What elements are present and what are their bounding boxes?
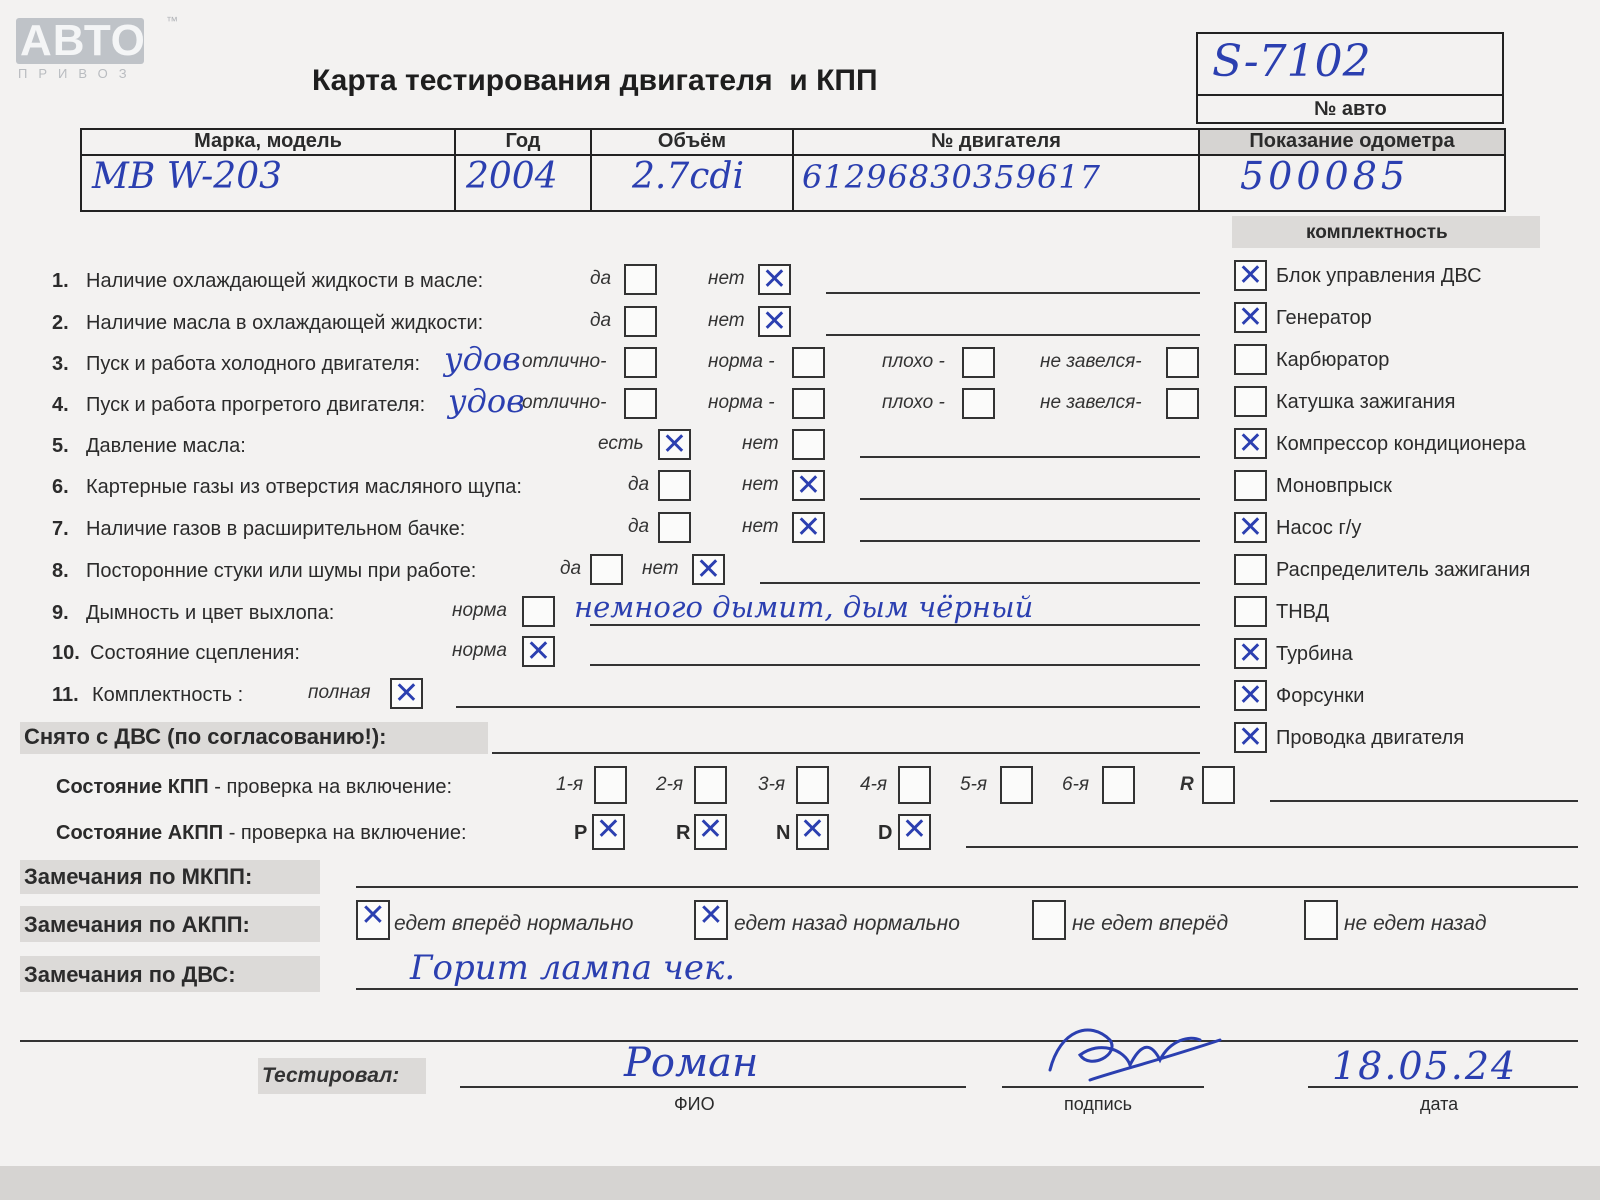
akpp-checkbox-d[interactable] — [898, 814, 931, 850]
header-odometer: Показание одометра — [1249, 130, 1455, 152]
item-number: 3. — [52, 353, 69, 375]
name-line — [460, 1086, 966, 1088]
logo-tm: ™ — [166, 14, 178, 28]
checkbox-item7-yes[interactable] — [658, 512, 691, 543]
item9-handwritten-note: немного дымит, дым чёрный — [574, 590, 1034, 624]
checkbox-item4-normal[interactable] — [792, 388, 825, 419]
equipment-label: Форсунки — [1276, 685, 1365, 707]
option-label: нет — [708, 310, 745, 331]
item8-notes-line — [760, 582, 1200, 584]
option-label: отлично- — [522, 392, 607, 413]
checkbox-item9-normal[interactable] — [522, 596, 555, 627]
gear-label: 4-я — [860, 774, 888, 795]
vehicle-table — [80, 128, 1506, 212]
remarks-dvs-handwritten-note: Горит лампа чек. — [410, 948, 736, 988]
kpp-label-rest: - проверка на включение: — [208, 776, 453, 798]
item-label: Состояние сцепления: — [90, 642, 300, 664]
akpp-label-rest: - проверка на включение: — [223, 822, 467, 844]
equipment-checkbox-engine-wiring[interactable] — [1234, 722, 1267, 753]
equipment-checkbox-injectors[interactable] — [1234, 680, 1267, 711]
option-label: отлично- — [522, 351, 607, 372]
item-label: Пуск и работа холодного двигателя: — [86, 353, 421, 375]
check-mark: ✕ — [698, 898, 724, 933]
akpp-checkbox-p[interactable] — [592, 814, 625, 850]
akpp-label-bold: Состояние АКПП — [56, 822, 224, 844]
check-mark: ✕ — [525, 634, 552, 669]
checkbox-item5-present[interactable] — [658, 429, 691, 460]
checkbox-item8-no[interactable] — [692, 554, 725, 585]
equipment-title: комплектность — [1306, 222, 1448, 243]
akpp-checkbox-r[interactable] — [694, 814, 727, 850]
check-mark: ✕ — [799, 812, 826, 847]
akpp-remark-checkbox-no-backward[interactable] — [1304, 900, 1338, 940]
logo-subtext: ПРИВОЗ — [18, 66, 138, 81]
item3-handwritten-note: удов — [444, 340, 521, 378]
equipment-label: Катушка зажигания — [1276, 391, 1456, 413]
gear-checkbox-5[interactable] — [1000, 766, 1033, 804]
checkbox-item2-no[interactable] — [758, 306, 791, 337]
name-caption: ФИО — [674, 1094, 715, 1114]
checkbox-item11-full[interactable] — [390, 678, 423, 709]
checkbox-item10-normal[interactable] — [522, 636, 555, 667]
check-mark: ✕ — [1237, 300, 1264, 335]
item-label: Посторонние стуки или шумы при работе: — [86, 560, 477, 582]
item-label: Дымность и цвет выхлопа: — [86, 602, 335, 624]
item9-notes-line — [590, 624, 1200, 626]
item-label: Давление масла: — [86, 435, 246, 457]
checkbox-item5-absent[interactable] — [792, 429, 825, 460]
equipment-checkbox-ignition-coil[interactable] — [1234, 386, 1267, 417]
akpp-remark-checkbox-backward-ok[interactable] — [694, 900, 728, 940]
equipment-checkbox-injection-pump[interactable] — [1234, 596, 1267, 627]
check-mark: ✕ — [1237, 426, 1264, 461]
checkbox-item8-yes[interactable] — [590, 554, 623, 585]
item6-notes-line — [860, 498, 1200, 500]
checkbox-item6-yes[interactable] — [658, 470, 691, 501]
item-number: 1. — [52, 270, 69, 292]
gear-label: 6-я — [1062, 774, 1090, 795]
akpp-gear-label: R — [676, 822, 691, 844]
check-mark: ✕ — [761, 262, 788, 297]
signature-line — [1002, 1086, 1204, 1088]
akpp-gear-label: P — [574, 822, 588, 844]
col-model — [82, 130, 454, 210]
auto-number-label: № авто — [1314, 98, 1387, 120]
item-label: Пуск и работа прогретого двигателя: — [86, 394, 426, 416]
item-number: 10. — [52, 642, 80, 664]
option-label: да — [590, 268, 612, 289]
gear-label: 2-я — [656, 774, 684, 795]
check-mark: ✕ — [901, 812, 928, 847]
checkbox-item4-excellent[interactable] — [624, 388, 657, 419]
check-mark: ✕ — [1237, 720, 1264, 755]
checkbox-item3-bad[interactable] — [962, 347, 995, 378]
test-date: 18.05.24 — [1332, 1044, 1518, 1088]
akpp-remark-label: едет назад нормально — [734, 912, 960, 935]
check-mark: ✕ — [795, 510, 822, 545]
gear-checkbox-2[interactable] — [694, 766, 727, 804]
option-label: нет — [742, 433, 779, 454]
item2-notes-line — [826, 334, 1200, 336]
equipment-label: Распределитель зажигания — [1276, 559, 1531, 581]
check-mark: ✕ — [697, 812, 724, 847]
equipment-label: Генератор — [1276, 307, 1372, 329]
checkbox-item3-normal[interactable] — [792, 347, 825, 378]
remarks-dvs-label: Замечания по ДВС: — [24, 962, 236, 987]
option-label: плохо - — [882, 392, 945, 413]
item-number: 6. — [52, 476, 69, 498]
option-label: да — [560, 558, 582, 579]
removed-label: Снято с ДВС (по согласованию!): — [24, 724, 387, 749]
value-engine-number: 61296830359617 — [802, 158, 1102, 196]
value-model: MB W-203 — [92, 156, 283, 197]
equipment-label: Турбина — [1276, 643, 1353, 665]
item11-notes-line — [456, 706, 1200, 708]
item-number: 2. — [52, 312, 69, 334]
gear-checkbox-r[interactable] — [1202, 766, 1235, 804]
item10-notes-line — [590, 664, 1200, 666]
header-model: Марка, модель — [194, 130, 342, 152]
checkbox-item4-no-start[interactable] — [1166, 388, 1199, 419]
gear-checkbox-1[interactable] — [594, 766, 627, 804]
akpp-label — [56, 822, 467, 845]
header-year: Год — [505, 130, 541, 152]
option-label: нет — [742, 516, 779, 537]
option-label: норма — [452, 640, 507, 661]
equipment-label: ТНВД — [1276, 601, 1330, 623]
option-label: нет — [708, 268, 745, 289]
equipment-checkbox-carburetor[interactable] — [1234, 344, 1267, 375]
option-label: есть — [598, 433, 644, 454]
value-odometer: 500085 — [1240, 154, 1410, 198]
akpp-remark-label: едет вперёд нормально — [394, 912, 634, 935]
col-odometer — [1198, 130, 1504, 210]
gear-label: 5-я — [960, 774, 988, 795]
gear-label: 3-я — [758, 774, 786, 795]
gear-label: 1-я — [556, 774, 584, 795]
checkbox-item4-bad[interactable] — [962, 388, 995, 419]
equipment-label: Компрессор кондиционера — [1276, 433, 1526, 455]
option-label: норма - — [708, 392, 775, 413]
akpp-gear-label: N — [776, 822, 791, 844]
item-number: 8. — [52, 560, 69, 582]
item-number: 9. — [52, 602, 69, 624]
option-label: норма — [452, 600, 507, 621]
equipment-checkbox-distributor[interactable] — [1234, 554, 1267, 585]
gear-checkbox-4[interactable] — [898, 766, 931, 804]
check-mark: ✕ — [393, 676, 420, 711]
equipment-label: Блок управления ДВС — [1276, 265, 1482, 287]
check-mark: ✕ — [695, 552, 722, 587]
auto-number-divider — [1198, 94, 1502, 96]
equipment-label: Карбюратор — [1276, 349, 1390, 371]
item5-notes-line — [860, 456, 1200, 458]
checkbox-item1-no[interactable] — [758, 264, 791, 295]
tester-name: Роман — [624, 1040, 759, 1086]
remarks-akpp-label: Замечания по АКПП: — [24, 912, 250, 937]
signature-caption: подпись — [1064, 1094, 1133, 1114]
checkbox-item3-no-start[interactable] — [1166, 347, 1199, 378]
akpp-gear-label: D — [878, 822, 893, 844]
kpp-line — [1270, 800, 1578, 802]
check-mark: ✕ — [1237, 258, 1264, 293]
option-label: не завелся- — [1040, 351, 1142, 372]
check-mark: ✕ — [761, 304, 788, 339]
equipment-checkbox-ecu[interactable] — [1234, 260, 1267, 291]
item1-notes-line — [826, 292, 1200, 294]
logo-text: АВТО — [20, 16, 146, 65]
signature-stroke — [1050, 1030, 1220, 1080]
equipment-label: Моновпрыск — [1276, 475, 1392, 497]
remarks-dvs-line — [356, 988, 1578, 990]
col-engine-number — [792, 130, 1198, 210]
item-label: Наличие газов в расширительном бачке: — [86, 518, 466, 540]
check-mark: ✕ — [1237, 510, 1264, 545]
item-label: Комплектность : — [92, 684, 244, 706]
check-mark: ✕ — [595, 812, 622, 847]
item7-notes-line — [860, 540, 1200, 542]
auto-number-value: S-7102 — [1212, 36, 1371, 87]
checkbox-item1-yes[interactable] — [624, 264, 657, 295]
checkbox-item7-no[interactable] — [792, 512, 825, 543]
col-volume — [590, 130, 792, 210]
signature-drawing — [1030, 1010, 1230, 1090]
akpp-checkbox-n[interactable] — [796, 814, 829, 850]
option-label: полная — [308, 682, 371, 703]
checkbox-item2-yes[interactable] — [624, 306, 657, 337]
equipment-label: Насос г/у — [1276, 517, 1362, 539]
date-line — [1308, 1086, 1578, 1088]
check-mark: ✕ — [360, 898, 386, 933]
page-title: Карта тестирования двигателя и КПП — [312, 64, 878, 97]
remarks-extra-line — [20, 1040, 1578, 1042]
option-label: норма - — [708, 351, 775, 372]
item-number: 7. — [52, 518, 69, 540]
akpp-remark-label: не едет вперёд — [1072, 912, 1229, 935]
removed-line — [492, 752, 1200, 754]
equipment-checkbox-generator[interactable] — [1234, 302, 1267, 333]
gear-checkbox-6[interactable] — [1102, 766, 1135, 804]
option-label: плохо - — [882, 351, 945, 372]
check-mark: ✕ — [1237, 678, 1264, 713]
akpp-remark-checkbox-forward-ok[interactable] — [356, 900, 390, 940]
check-mark: ✕ — [795, 468, 822, 503]
value-year: 2004 — [466, 156, 558, 197]
akpp-line — [966, 846, 1578, 848]
item-label: Наличие масла в охлаждающей жидкости: — [86, 312, 484, 334]
check-mark: ✕ — [661, 427, 688, 462]
tested-label: Тестировал: — [262, 1064, 400, 1087]
option-label: нет — [642, 558, 679, 579]
value-volume: 2.7cdi — [632, 156, 744, 197]
gear-label: R — [1180, 774, 1194, 795]
kpp-label-bold: Состояние КПП — [56, 776, 209, 798]
akpp-remark-checkbox-no-forward[interactable] — [1032, 900, 1066, 940]
gear-checkbox-3[interactable] — [796, 766, 829, 804]
equipment-checkbox-power-steering-pump[interactable] — [1234, 512, 1267, 543]
option-label: да — [628, 474, 650, 495]
item-number: 11. — [52, 684, 79, 706]
item-number: 5. — [52, 435, 69, 457]
item-label: Картерные газы из отверстия масляного щупа: — [86, 476, 522, 498]
remarks-mkpp-line — [356, 886, 1578, 888]
auto-number-box — [1196, 32, 1504, 124]
header-volume: Объём — [657, 130, 727, 152]
equipment-checkbox-turbine[interactable] — [1234, 638, 1267, 669]
header-engine-number: № двигателя — [931, 130, 1061, 152]
logo — [16, 14, 178, 81]
item-number: 4. — [52, 394, 69, 416]
option-label: да — [628, 516, 650, 537]
option-label: не завелся- — [1040, 392, 1142, 413]
option-label: нет — [742, 474, 779, 495]
equipment-checkbox-monoinjection[interactable] — [1234, 470, 1267, 501]
equipment-checkbox-ac-compressor[interactable] — [1234, 428, 1267, 459]
checkbox-item3-excellent[interactable] — [624, 347, 657, 378]
item4-handwritten-note: удов — [448, 382, 525, 420]
kpp-label — [56, 776, 452, 799]
equipment-label: Проводка двигателя — [1276, 727, 1465, 749]
item-label: Наличие охлаждающей жидкости в масле: — [86, 270, 484, 292]
col-year — [454, 130, 590, 210]
check-mark: ✕ — [1237, 636, 1264, 671]
checkbox-item6-no[interactable] — [792, 470, 825, 501]
option-label: да — [590, 310, 612, 331]
akpp-remark-label: не едет назад — [1344, 912, 1487, 935]
date-caption: дата — [1420, 1094, 1459, 1114]
remarks-mkpp-label: Замечания по МКПП: — [24, 864, 253, 889]
